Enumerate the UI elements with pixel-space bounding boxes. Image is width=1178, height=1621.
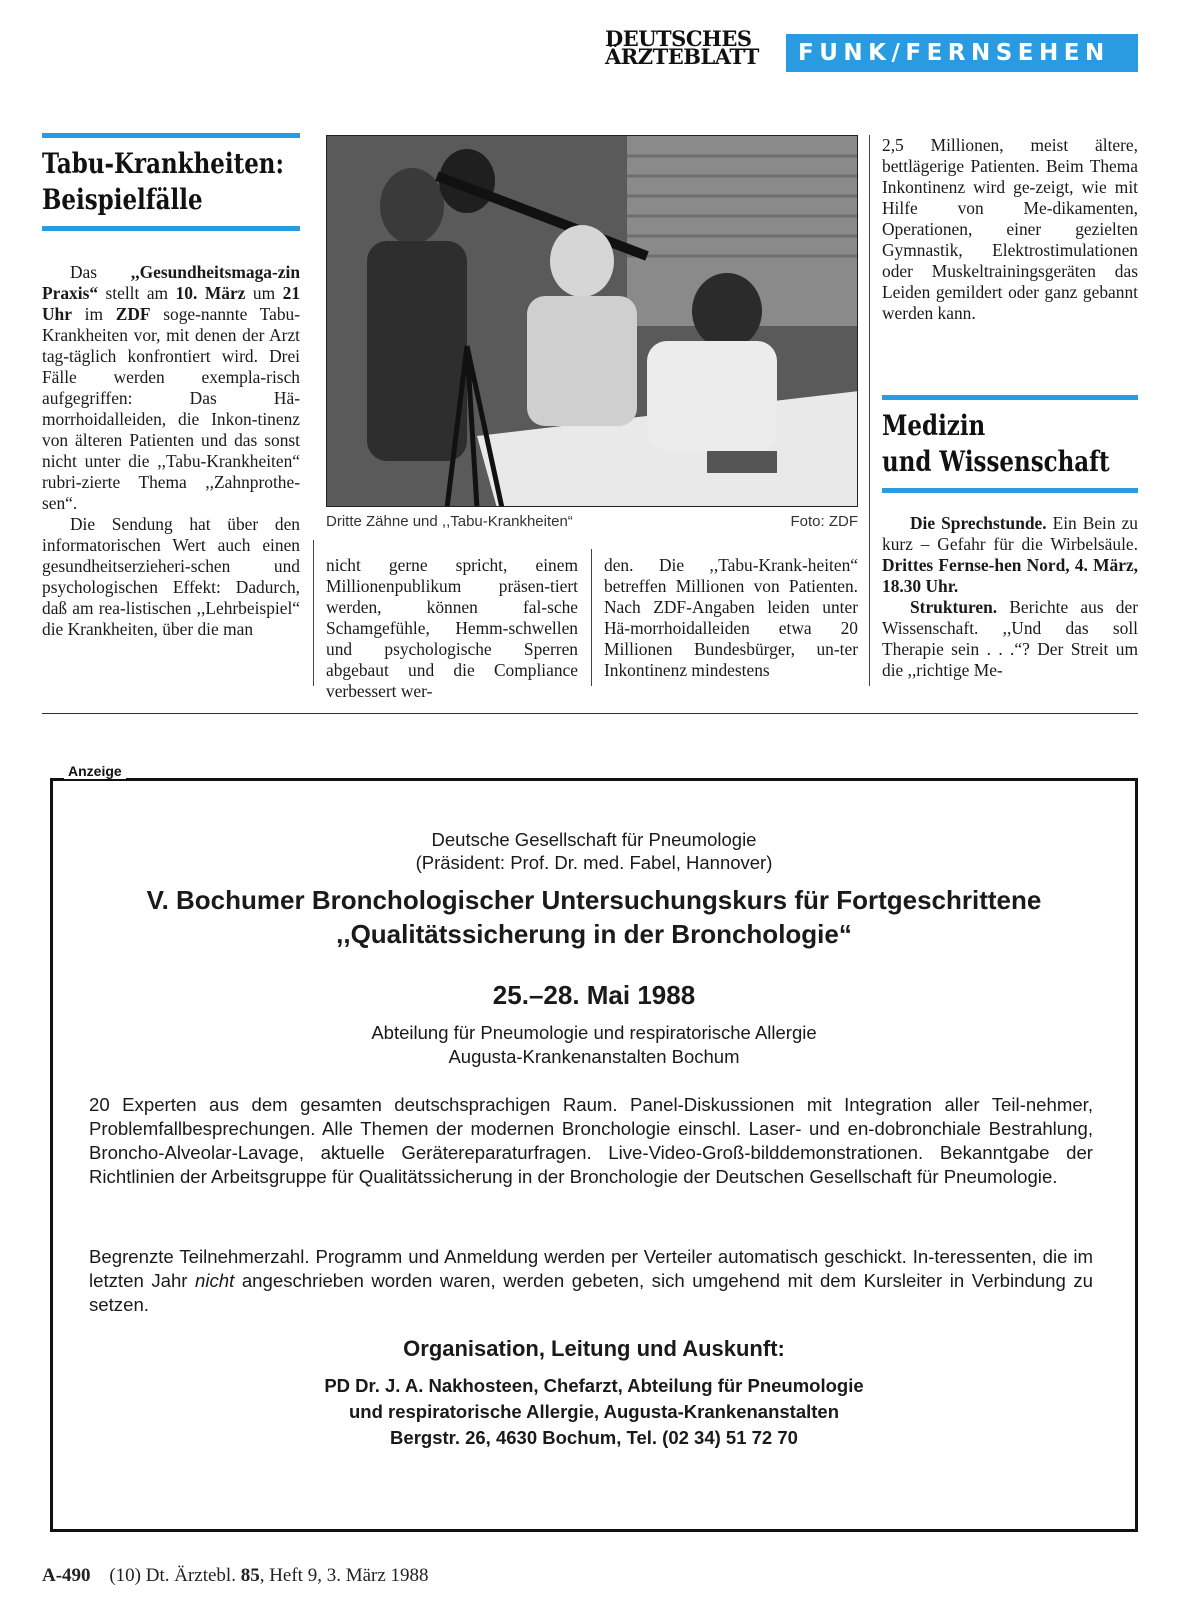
section-band: FUNK/FERNSEHEN [786, 34, 1138, 72]
logo-line-2: ÄRZTEBLATT [605, 44, 759, 69]
text: Begrenzte Teilnehmerzahl. Programm und Anmeldung werden per Verteiler automatisch geschickt. In-teressenten, die im letzten Jahr [89, 1246, 1093, 1291]
text: soge-nannte Tabu-Krankheiten vor, mit denen der Arzt tag-täglich konfrontiert wird. Drei Fälle werden exempla-risch aufgegriffen: Das Hä-morrhoidalleiden, die Inkon-tinenz von älteren Patienten und das sonst nicht unter die ,,Tabu-Krankheiten“ rubri-zierte Thema ,,Zahnprothe-sen“. [42, 304, 300, 513]
contact-line-2: und respiratorische Allergie, Augusta-Krankenanstalten [348, 1401, 840, 1422]
contact-line-1: PD Dr. J. A. Nakhosteen, Chefarzt, Abteilung für Pneumologie [324, 1375, 864, 1396]
journal-logo [605, 26, 777, 69]
paragraph: Die Sendung hat über den informatorischen Wert auch einen gesundheitserzieheri-schen und psychologischen Effekt: Dadurch, daß am rea-listischen ,,Lehrbeispiel“ die Krankheiten, über die man [42, 514, 300, 639]
volume: 85 [240, 1565, 260, 1586]
course-title: V. Bochumer Bronchologischer Untersuchungskurs für Fortgeschrittene [146, 885, 1042, 915]
emphasis: nicht [195, 1270, 235, 1291]
venue-line-1: Abteilung für Pneumologie und respiratorische Allergie [371, 1022, 817, 1043]
headline-line-1: Medizin [882, 409, 986, 442]
program-title: Strukturen. [910, 597, 998, 617]
issue-info: , Heft 9, 3. März 1988 [259, 1565, 429, 1586]
organization-president: (Präsident: Prof. Dr. med. Fabel, Hannover) [415, 852, 773, 873]
headline-rule-bottom [882, 488, 1138, 493]
photo-caption: Dritte Zähne und ,,Tabu-Krankheiten“ [326, 513, 573, 530]
listing-item [882, 513, 1138, 597]
text: im [71, 304, 116, 324]
text: Berichte aus der Wissenschaft. ,,Und das soll Therapie sein . . .“? Der Streit um die ,,richtige Me- [882, 597, 1138, 680]
ad-registration [89, 1245, 1093, 1317]
venue-line-2: Augusta-Krankenanstalten Bochum [448, 1046, 740, 1067]
air-time: 21 Uhr [42, 283, 301, 324]
paragraph: 2,5 Millionen, meist ältere, bettlägerige Patienten. Beim Thema Inkontinenz wird ge-zeigt, wie mit Hilfe von Me-dikamenten, Operationen, einer gezielten Gymnastik, Elektrostimulationen oder Muskeltrainingsgeräten das Leiden gemildert oder ganz gebannt werden kann. [882, 135, 1138, 323]
text: stellt am [98, 283, 176, 303]
column-divider [869, 135, 870, 686]
page-footer [42, 1565, 429, 1587]
ad-title [53, 883, 1135, 951]
listing-item [882, 597, 1138, 681]
ad-organization [53, 828, 1135, 874]
program-title: Die Sprechstunde. [910, 513, 1047, 533]
photo-credit: Foto: ZDF [790, 513, 858, 530]
journal-reference: (10) Dt. Ärztebl. [109, 1565, 241, 1586]
headline-rule-top [882, 395, 1138, 400]
section-headline [882, 408, 1144, 480]
headline-line-2: und Wissenschaft [882, 445, 1110, 478]
headline-line-2: Beispielfälle [42, 183, 203, 216]
photo-illustration [327, 136, 858, 507]
column-divider [591, 549, 592, 686]
contact-line-3: Bergstr. 26, 4630 Bochum, Tel. (02 34) 51 72 70 [390, 1427, 798, 1448]
headline-rule-bottom [42, 226, 300, 231]
tv-listings [882, 513, 1138, 681]
article-column-1 [42, 262, 300, 640]
paragraph: den. Die ,,Tabu-Krank-heiten“ betreffen Millionen von Patienten. Nach ZDF-Angaben leiden unter Hä-morrhoidalleiden etwa 20 Millionen Bundesbürger, un-ter Inkontinenz mindestens [604, 555, 858, 680]
text: um [245, 283, 283, 303]
headline-line-1: Tabu-Krankheiten: [42, 147, 284, 180]
course-subtitle: ,,Qualitätssicherung in der Bronchologie“ [336, 919, 852, 949]
course-date: 25.–28. Mai 1988 [492, 980, 696, 1010]
contact-heading: Organisation, Leitung und Auskunft: [403, 1336, 785, 1361]
article-column-2 [326, 555, 578, 702]
article-column-3 [604, 555, 858, 681]
text: Das [70, 262, 131, 282]
course-venue [53, 1021, 1135, 1069]
broadcast-info: Drittes Fernse-hen Nord, 4. März, 18.30 Uhr. [882, 555, 1138, 596]
ad-label: Anzeige [64, 763, 126, 779]
tv-production-photo [326, 135, 858, 507]
contact-details [53, 1373, 1135, 1451]
page-number: A-490 [42, 1565, 91, 1586]
paragraph: nicht gerne spricht, einem Millionenpublikum präsen-tiert werden, können fal-sche Schamgefühle, Hemm-schwellen und psychologische Sperren abgebaut und die Compliance verbessert wer- [326, 555, 578, 701]
column-divider [313, 540, 314, 686]
channel: ZDF [115, 304, 151, 324]
article-column-4 [882, 135, 1138, 324]
text: angeschrieben worden waren, werden gebeten, sich umgehend mit dem Kursleiter in Verbindung zu setzen. [89, 1270, 1094, 1315]
organization-name: Deutsche Gesellschaft für Pneumologie [431, 829, 757, 850]
article-headline [42, 146, 288, 218]
air-date: 10. März [175, 283, 246, 303]
paragraph [42, 262, 300, 514]
text: Ein Bein zu kurz – Gefahr für die Wirbelsäule. [882, 513, 1138, 554]
program-name: ,,Gesundheitsmaga-zin Praxis“ [42, 262, 300, 303]
headline-rule-top [42, 133, 300, 138]
ad-description: 20 Experten aus dem gesamten deutschsprachigen Raum. Panel-Diskussionen mit Integration aller Teil-nehmer, Problemfallbesprechungen. Alle Themen der modernen Bronchologie einschl. Laser- und en-dobronchiale Bestrahlung, Broncho-Alveolar-Lavage, aktuelle Gerätereparaturfragen. Live-Video-Groß-bilddemonstrationen. Bekanntgabe der Richtlinien der Arbeitsgruppe für Qualitätssicherung in der Bronchologie der Deutschen Gesellschaft für Pneumologie. [89, 1094, 1093, 1187]
logo-line-1: DEUTSCHES [605, 26, 752, 51]
section-divider [42, 713, 1138, 714]
